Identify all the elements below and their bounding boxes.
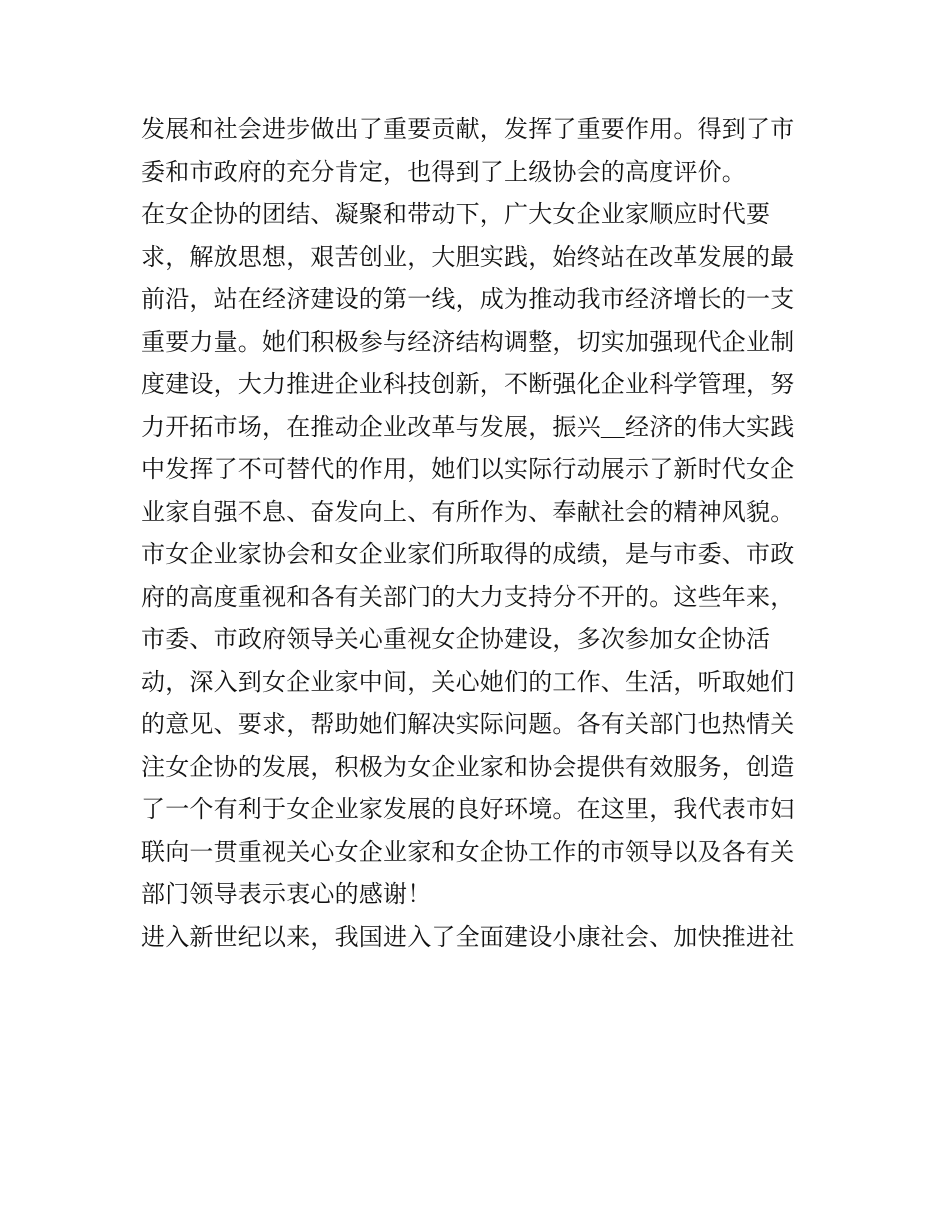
- text-line: 部门领导表示衷心的感谢！: [141, 880, 432, 908]
- text-line: 发展和社会进步做出了重要贡献，发挥了重要作用。得到了市: [141, 115, 795, 143]
- text-line: 在女企协的团结、凝聚和带动下，广大女企业家顺应时代要: [141, 200, 771, 228]
- text-line: 了一个有利于女企业家发展的良好环境。在这里，我代表市妇: [141, 795, 795, 823]
- text-line: 度建设，大力推进企业科技创新，不断强化企业科学管理，努: [141, 370, 795, 398]
- body-text: [141, 108, 821, 958]
- text-line: 市女企业家协会和女企业家们所取得的成绩，是与市委、市政: [141, 540, 795, 568]
- text-line: 进入新世纪以来，我国进入了全面建设小康社会、加快推进社: [141, 922, 795, 951]
- text-line: 动，深入到女企业家中间，关心她们的工作、生活，听取她们: [141, 667, 795, 696]
- text-line: 业家自强不息、奋发向上、有所作为、奉献社会的精神风貌。: [141, 497, 795, 526]
- text-line: 委和市政府的充分肯定，也得到了上级协会的高度评价。: [141, 157, 746, 186]
- text-line: 中发挥了不可替代的作用，她们以实际行动展示了新时代女企: [141, 455, 795, 483]
- text-line: 市委、市政府领导关心重视女企协建设，多次参加女企协活: [141, 625, 771, 653]
- text-line: 力开拓市场，在推动企业改革与发展，振兴＿经济的伟大实践: [141, 412, 795, 441]
- text-line: 注女企协的发展，积极为女企业家和协会提供有效服务，创造: [141, 752, 795, 781]
- text-line: 前沿，站在经济建设的第一线，成为推动我市经济增长的一支: [141, 285, 795, 313]
- text-line: 府的高度重视和各有关部门的大力支持分不开的。这些年来，: [141, 582, 795, 611]
- text-line: 求，解放思想，艰苦创业，大胆实践，始终站在改革发展的最: [141, 242, 795, 271]
- text-line: 联向一贯重视关心女企业家和女企协工作的市领导以及各有关: [141, 837, 795, 866]
- text-line: 的意见、要求，帮助她们解决实际问题。各有关部门也热情关: [141, 710, 795, 738]
- text-line: 重要力量。她们积极参与经济结构调整，切实加强现代企业制: [141, 327, 795, 356]
